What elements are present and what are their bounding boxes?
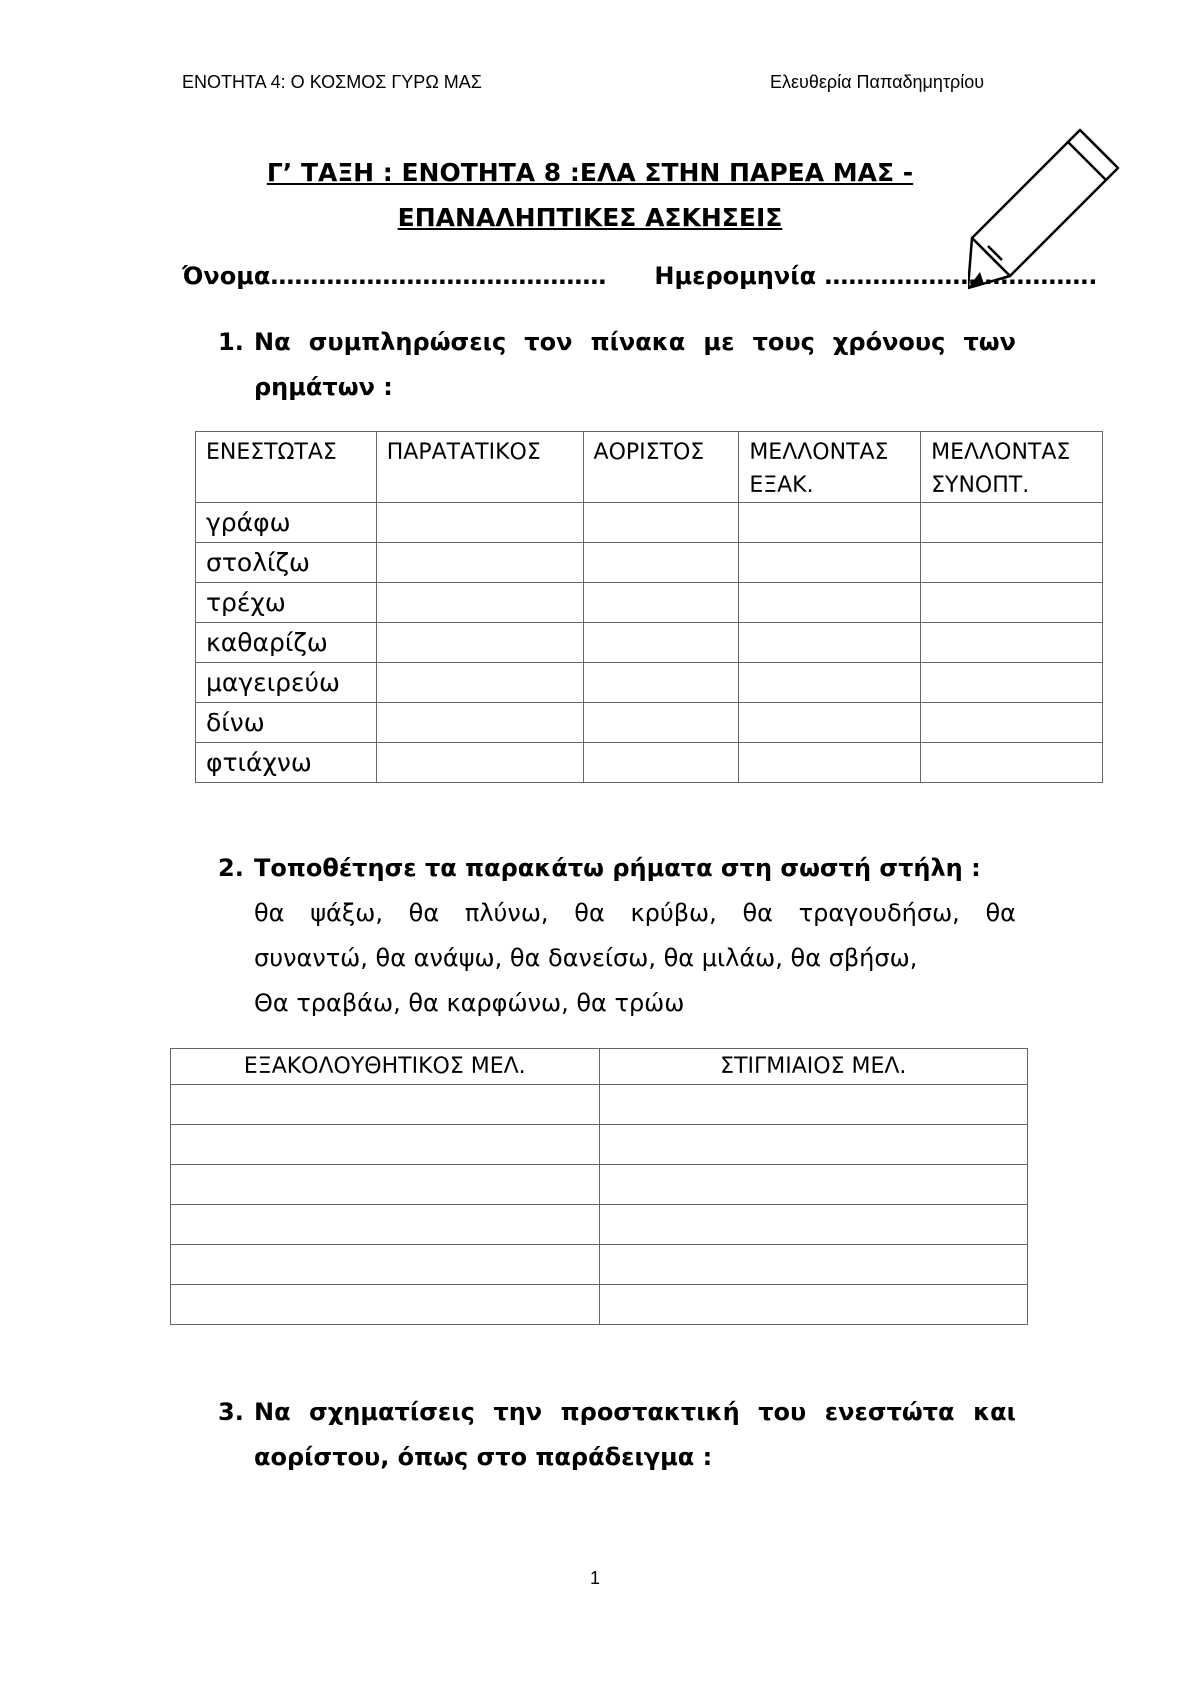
page-title	[230, 150, 950, 240]
answer-cell[interactable]	[921, 743, 1103, 783]
table-row	[171, 1085, 1028, 1125]
verb-cell: τρέχω	[196, 583, 377, 623]
verb-cell: δίνω	[196, 703, 377, 743]
exercise-2-number: 2.	[218, 854, 244, 882]
answer-cell[interactable]	[583, 663, 739, 703]
table-row	[171, 1205, 1028, 1245]
answer-cell[interactable]	[921, 703, 1103, 743]
answer-cell[interactable]	[376, 583, 583, 623]
table-header-row	[196, 432, 1103, 503]
verb-cell: καθαρίζω	[196, 623, 377, 663]
answer-cell[interactable]	[739, 583, 921, 623]
answer-cell[interactable]	[376, 703, 583, 743]
answer-cell[interactable]	[739, 543, 921, 583]
header-enestotas: ΕΝΕΣΤΩΤΑΣ	[196, 432, 377, 503]
table-row	[171, 1285, 1028, 1325]
exercise-1-instruction	[218, 320, 1016, 410]
answer-cell[interactable]	[599, 1165, 1027, 1205]
word-list-line-3: Θα τραβάω, θα καρφώνω, θα τρώω	[254, 989, 685, 1017]
table-row	[196, 583, 1103, 623]
table-row	[171, 1125, 1028, 1165]
table-row	[196, 743, 1103, 783]
verb-cell: γράφω	[196, 503, 377, 543]
answer-cell[interactable]	[739, 503, 921, 543]
answer-cell[interactable]	[921, 663, 1103, 703]
answer-cell[interactable]	[739, 703, 921, 743]
answer-cell[interactable]	[376, 663, 583, 703]
answer-cell[interactable]	[171, 1125, 600, 1165]
exercise-3-instruction	[218, 1390, 1016, 1480]
answer-cell[interactable]	[171, 1245, 600, 1285]
header-left: ΕΝΟΤΗΤΑ 4: Ο ΚΟΣΜΟΣ ΓΥΡΩ ΜΑΣ	[182, 72, 482, 92]
exercise-2-instruction	[218, 846, 1016, 891]
answer-cell[interactable]	[583, 623, 739, 663]
answer-cell[interactable]	[583, 543, 739, 583]
exercise-2-text: Τοποθέτησε τα παρακάτω ρήματα στη σωστή στήλη :	[254, 854, 981, 882]
answer-cell[interactable]	[739, 663, 921, 703]
exercise-1-text: Να συμπληρώσεις τον πίνακα με τους χρόνους των ρημάτων :	[254, 328, 1016, 401]
answer-cell[interactable]	[171, 1205, 600, 1245]
exercise-1-number: 1.	[218, 328, 244, 356]
word-list-line-2: συναντώ, θα ανάψω, θα δανείσω, θα μιλάω, θα σβήσω,	[254, 944, 918, 972]
answer-cell[interactable]	[599, 1125, 1027, 1165]
header-exakolouthitikos: ΕΞΑΚΟΛΟΥΘΗΤΙΚΟΣ ΜΕΛ.	[171, 1049, 600, 1085]
header-paratatikos: ΠΑΡΑΤΑΤΙΚΟΣ	[376, 432, 583, 503]
answer-cell[interactable]	[583, 743, 739, 783]
date-field[interactable]: Ημερομηνία …………………………….	[654, 262, 1098, 290]
answer-cell[interactable]	[599, 1085, 1027, 1125]
title-line-1: Γ’ ΤΑΞΗ : ΕΝΟΤΗΤΑ 8 :ΕΛΑ ΣΤΗΝ ΠΑΡΕΑ ΜΑΣ -	[266, 158, 914, 187]
verb-cell: στολίζω	[196, 543, 377, 583]
answer-cell[interactable]	[171, 1085, 600, 1125]
answer-cell[interactable]	[376, 503, 583, 543]
answer-cell[interactable]	[376, 623, 583, 663]
name-field[interactable]: Όνομα……………………………………	[182, 262, 607, 290]
table-header-row	[171, 1049, 1028, 1085]
answer-cell[interactable]	[739, 623, 921, 663]
page-number: 1	[589, 1568, 600, 1588]
answer-cell[interactable]	[376, 543, 583, 583]
answer-cell[interactable]	[599, 1245, 1027, 1285]
table-row	[171, 1165, 1028, 1205]
header-mellontas-synopt: ΜΕΛΛΟΝΤΑΣ ΣΥΝΟΠΤ.	[921, 432, 1103, 503]
header-stigmiaios: ΣΤΙΓΜΙΑΙΟΣ ΜΕΛ.	[599, 1049, 1027, 1085]
answer-cell[interactable]	[921, 543, 1103, 583]
word-list-line-1: θα ψάξω, θα πλύνω, θα κρύβω, θα τραγουδήσω, θα	[254, 899, 1016, 927]
table-row	[196, 503, 1103, 543]
answer-cell[interactable]	[583, 583, 739, 623]
answer-cell[interactable]	[921, 503, 1103, 543]
header-aoristos: ΑΟΡΙΣΤΟΣ	[583, 432, 739, 503]
answer-cell[interactable]	[583, 503, 739, 543]
verb-cell: μαγειρεύω	[196, 663, 377, 703]
table-row	[196, 703, 1103, 743]
answer-cell[interactable]	[171, 1285, 600, 1325]
exercise-3-number: 3.	[218, 1398, 244, 1426]
answer-cell[interactable]	[599, 1285, 1027, 1325]
verb-tense-table	[195, 431, 1103, 783]
answer-cell[interactable]	[921, 623, 1103, 663]
future-tense-table	[170, 1048, 1028, 1325]
answer-cell[interactable]	[921, 583, 1103, 623]
answer-cell[interactable]	[583, 703, 739, 743]
header-mellontas-exak: ΜΕΛΛΟΝΤΑΣ ΕΞΑΚ.	[739, 432, 921, 503]
title-line-2: ΕΠΑΝΑΛΗΠΤΙΚΕΣ ΑΣΚΗΣΕΙΣ	[397, 203, 783, 232]
answer-cell[interactable]	[739, 743, 921, 783]
answer-cell[interactable]	[376, 743, 583, 783]
table-row	[196, 663, 1103, 703]
table-row	[171, 1245, 1028, 1285]
answer-cell[interactable]	[171, 1165, 600, 1205]
table-row	[196, 543, 1103, 583]
answer-cell[interactable]	[599, 1205, 1027, 1245]
name-date-row	[182, 262, 1098, 290]
exercise-3-text: Να σχηματίσεις την προστακτική του ενεστώτα και αορίστου, όπως στο παράδειγμα :	[254, 1398, 1016, 1471]
table-row	[196, 623, 1103, 663]
verb-cell: φτιάχνω	[196, 743, 377, 783]
exercise-2-word-list	[254, 891, 1016, 1026]
header-right: Ελευθερία Παπαδημητρίου	[770, 72, 985, 92]
